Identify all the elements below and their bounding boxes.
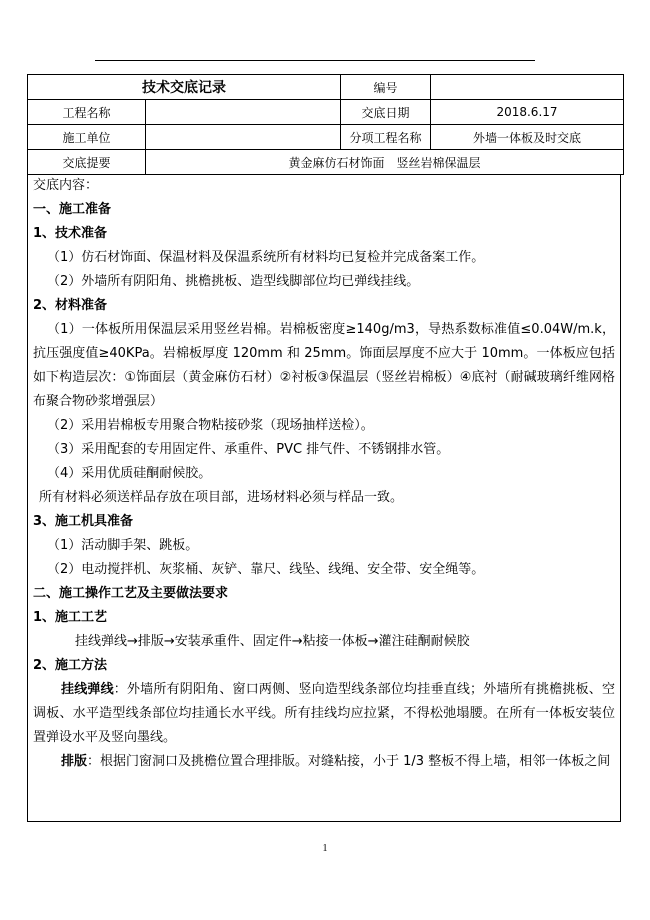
list-item: （4）采用优质硅酮耐候胶。 <box>47 466 212 481</box>
header-table <box>27 74 624 175</box>
method-text: ：根据门窗洞口及挑檐位置合理排版。对缝粘接，小于 1/3 整板不得上墙，相邻一体板之间 <box>87 754 611 769</box>
page-number: 1 <box>322 843 328 854</box>
materials-note: 所有材料必须送样品存放在项目部，进场材料必须与样品一致。 <box>39 490 404 505</box>
method-title: 排版 <box>61 754 88 769</box>
content-box <box>27 174 621 822</box>
method-paragraph <box>33 750 615 774</box>
document-title: 技术交底记录 <box>28 75 341 100</box>
subproject-label: 分项工程名称 <box>341 125 431 150</box>
number-label: 编号 <box>341 75 431 100</box>
project-name-label: 工程名称 <box>28 100 146 125</box>
list-item: （2）外墙所有阴阳角、挑檐挑板、造型线脚部位均已弹线挂线。 <box>47 274 420 289</box>
project-name-value <box>146 100 341 125</box>
subsection-heading: 1、技术准备 <box>33 226 108 241</box>
content-intro: 交底内容： <box>33 178 99 193</box>
list-item: （1）仿石材饰面、保温材料及保温系统所有材料均已复检并完成备案工作。 <box>47 250 485 265</box>
summary-value: 黄金麻仿石材饰面 竖丝岩棉保温层 <box>146 150 624 175</box>
method-text: ：外墙所有阴阳角、窗口两侧、竖向造型线条部位均挂垂直线；外墙所有挑檐挑板、空调板、水平造型线条部位均挂通长水平线。所有挂线均应拉紧，不得松弛塌腰。在所有一体板安装位置弹设水平及竖向墨线。 <box>33 682 615 745</box>
top-rule <box>95 60 535 61</box>
subsection-heading: 2、材料准备 <box>33 298 108 313</box>
section-heading: 二、施工操作工艺及主要做法要求 <box>33 586 229 601</box>
subsection-heading: 2、施工方法 <box>33 658 108 673</box>
summary-label: 交底提要 <box>28 150 146 175</box>
construction-unit-label: 施工单位 <box>28 125 146 150</box>
list-item: （1）一体板所用保温层采用竖丝岩棉。岩棉板密度≥140g/m3，导热系数标准值≤0.04W/m.k，抗压强度值≥40KPa。岩棉板厚度 120mm 和 25mm。饰面层厚度不应大于 10mm。一体板应包括如下构造层次：①饰面层（黄金麻仿石材）②衬板③保温层（竖丝岩棉板）④底衬（耐碱玻璃纤维网格布聚合物砂浆增强层） <box>33 322 615 409</box>
method-paragraph <box>33 678 615 750</box>
subsection-heading: 3、施工机具准备 <box>33 514 134 529</box>
list-item: （2）采用岩棉板专用聚合物粘接砂浆（现场抽样送检）。 <box>47 418 374 433</box>
subsection-heading: 1、施工工艺 <box>33 610 108 625</box>
list-item: （1）活动脚手架、跳板。 <box>47 538 199 553</box>
list-item: （3）采用配套的专用固定件、承重件、PVC 排气件、不锈钢排水管。 <box>47 442 450 457</box>
number-value <box>431 75 624 100</box>
list-item: （2）电动搅拌机、灰浆桶、灰铲、靠尺、线坠、线绳、安全带、安全绳等。 <box>47 562 485 577</box>
date-value: 2018.6.17 <box>431 100 624 125</box>
date-label: 交底日期 <box>341 100 431 125</box>
method-title: 挂线弹线 <box>61 682 114 697</box>
section-heading: 一、施工准备 <box>33 202 112 217</box>
construction-unit-value <box>146 125 341 150</box>
process-flow: 挂线弹线→排版→安装承重件、固定件→粘接一体板→灌注硅酮耐候胶 <box>75 634 470 649</box>
subproject-value: 外墙一体板及时交底 <box>431 125 624 150</box>
